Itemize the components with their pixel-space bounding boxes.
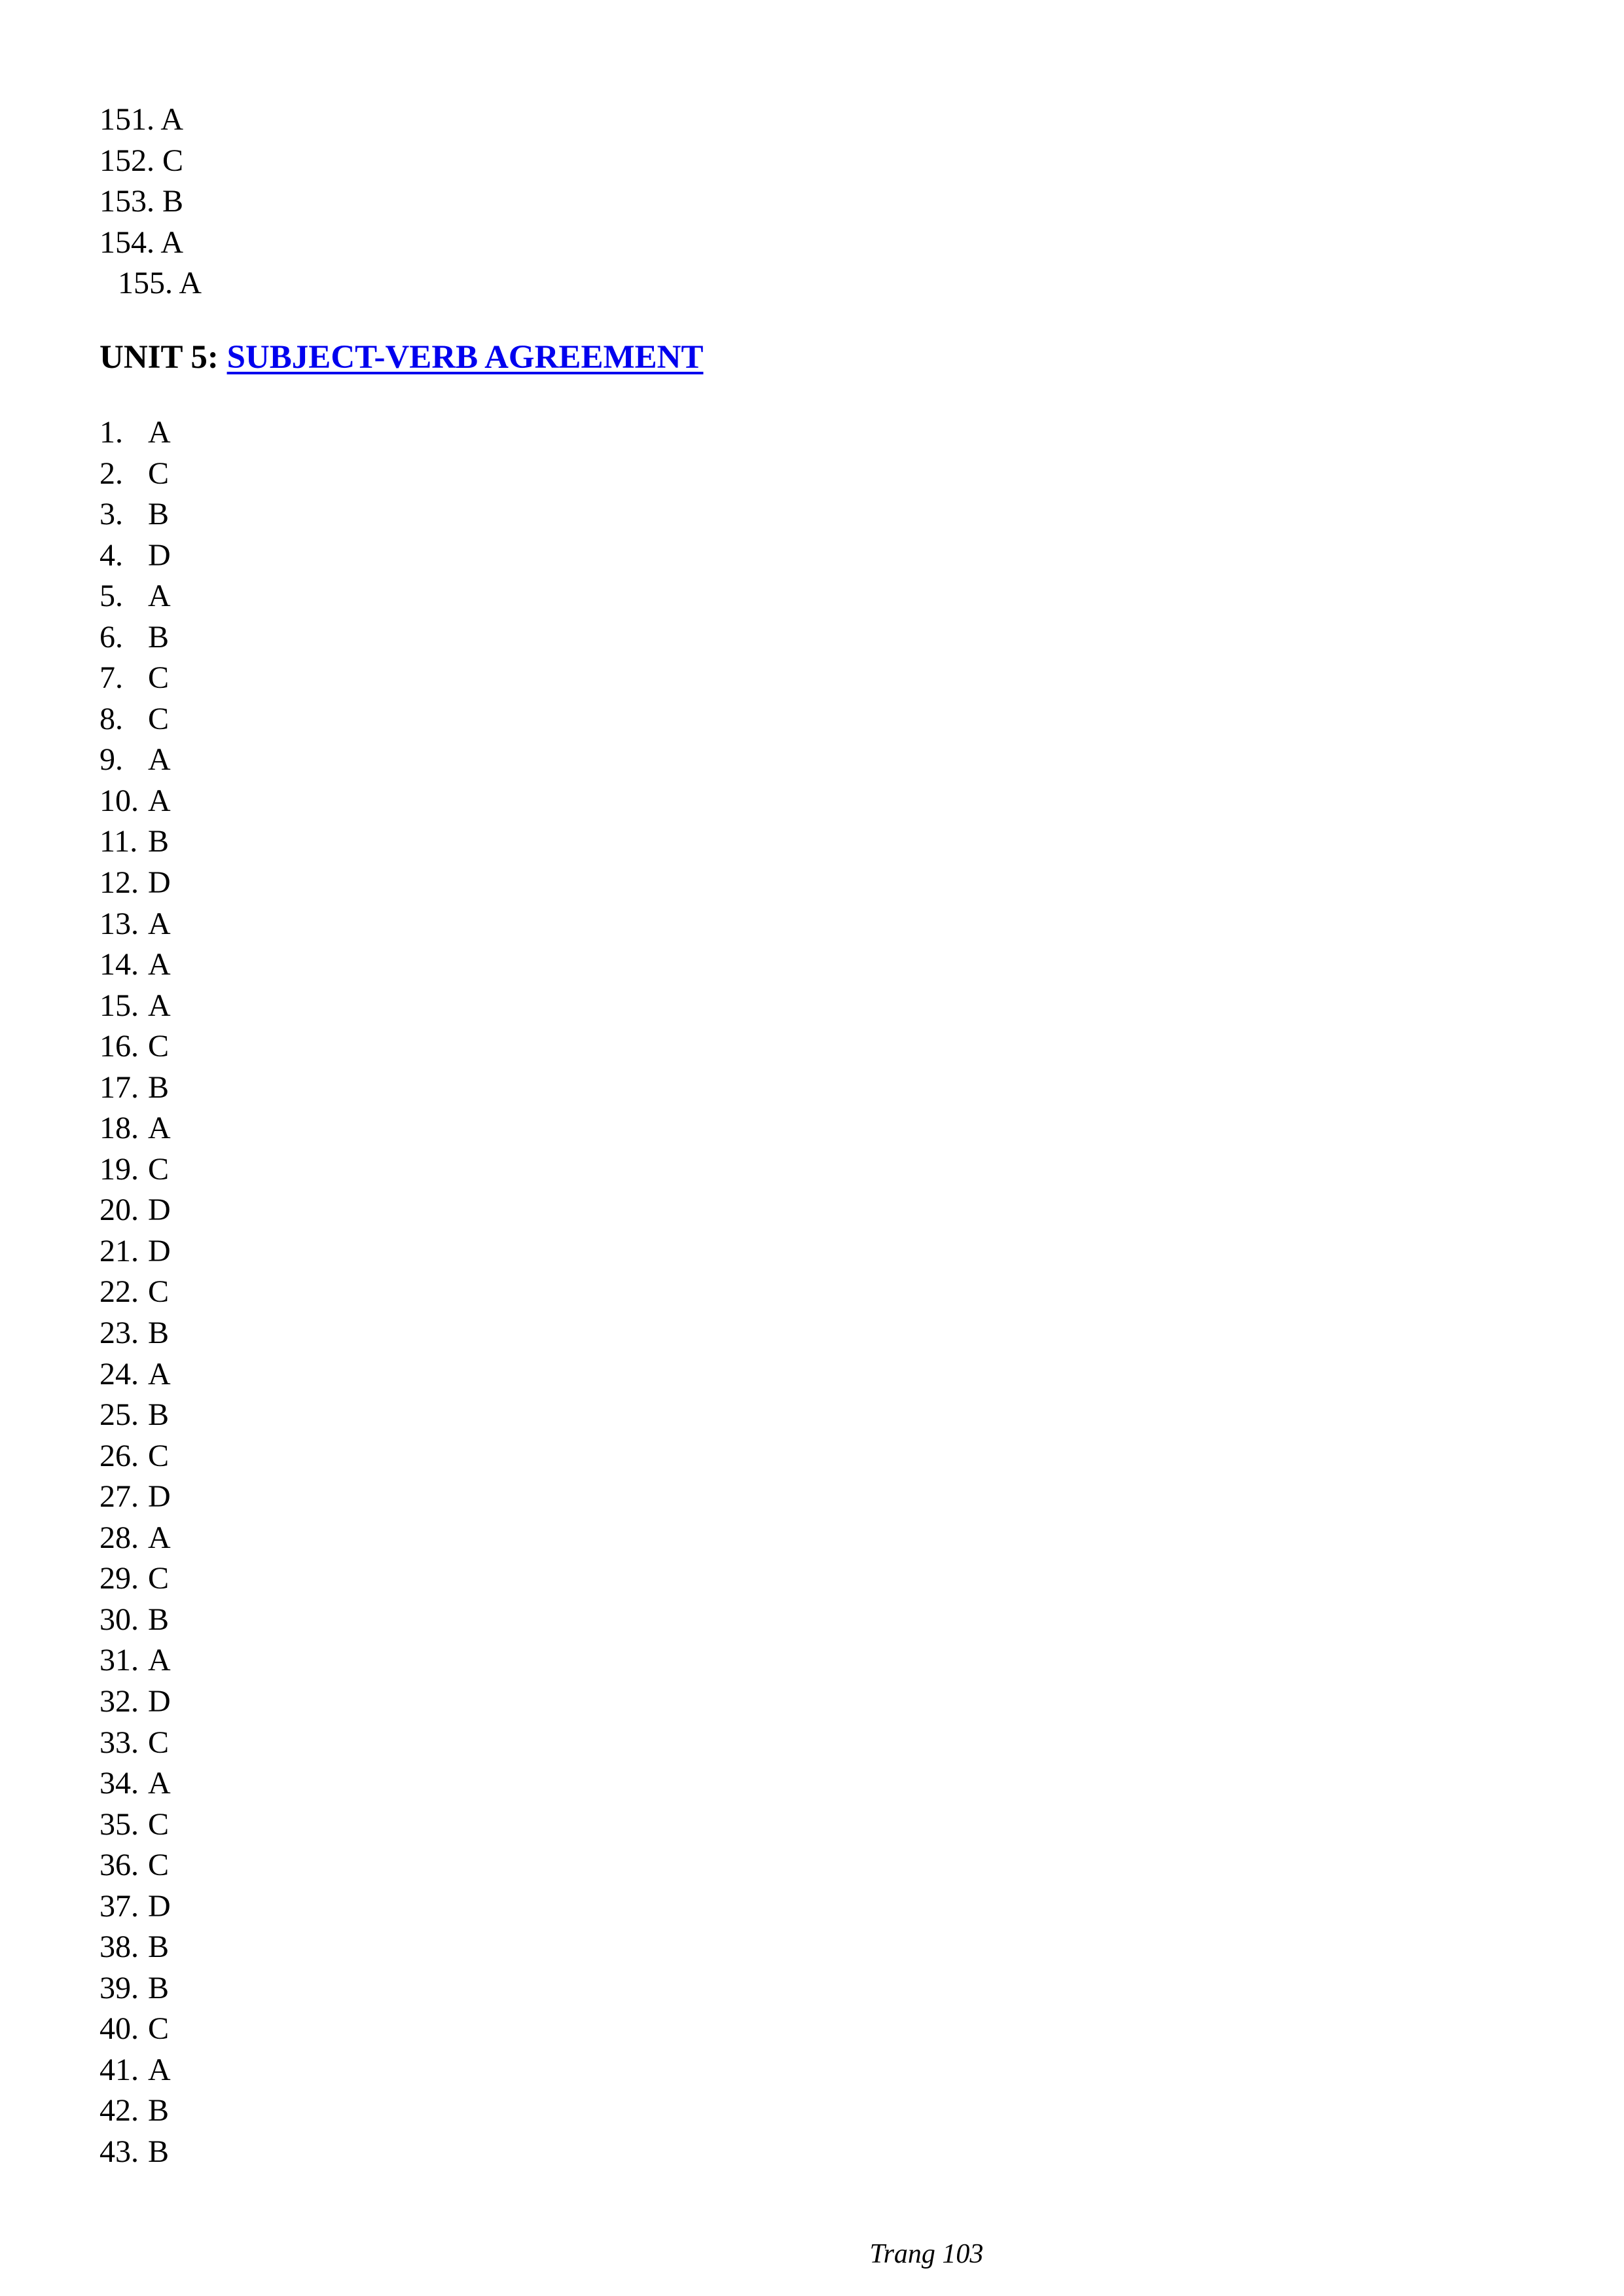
list-item [99,2132,171,2173]
answer-letter: C [148,660,170,696]
answer-letter: C [148,1561,170,1596]
answer-number: 39. [99,1970,139,2005]
answer-number: 24. [99,1356,139,1391]
list-item [99,181,202,223]
answer-number: 43. [99,2134,139,2169]
list-item [99,904,171,945]
answer-letter: C [148,1151,170,1187]
answer-number: 10. [99,783,139,818]
answer-letter: A [148,579,171,614]
list-item [99,1395,171,1436]
answer-letter: B [148,497,170,532]
answer-number: 29. [99,1561,139,1596]
list-item [99,2009,171,2050]
list-item [99,699,171,740]
answer-number: 40. [99,2011,139,2047]
answer-number: 3. [99,497,123,532]
list-item [99,944,171,986]
answer-number: 14. [99,947,139,982]
answer-letter: D [148,1193,171,1228]
list-item [99,1518,171,1559]
answer-number: 31. [99,1643,139,1678]
answer-number: 152. [99,143,154,178]
answer-letter: C [148,1029,170,1064]
answer-number: 25. [99,1397,139,1433]
list-item [99,863,171,904]
list-item [99,223,202,264]
list-item [99,1067,171,1109]
list-item [99,1640,171,1681]
answer-number: 30. [99,1602,139,1637]
list-item [99,658,171,699]
answer-letter: A [148,988,171,1023]
answer-letter: B [148,619,170,655]
unit-heading [99,337,703,378]
list-item [99,1927,171,1968]
answer-number: 153. [99,184,154,219]
answer-number: 22. [99,1274,139,1310]
answer-letter: C [148,1848,170,1883]
page-footer [0,2238,1624,2270]
answer-letter: C [148,1725,170,1760]
list-item [99,1108,171,1149]
answer-letter: A [148,1766,171,1801]
answer-number: 7. [99,660,123,696]
answer-letter: C [148,701,170,736]
answer-number: 20. [99,1193,139,1228]
list-item [99,1354,171,1395]
list-item [99,1804,171,1846]
answer-letter: B [162,184,184,219]
list-item [99,1845,171,1886]
list-item [99,740,171,781]
answer-number: 18. [99,1111,139,1146]
list-item [99,781,171,822]
list-item [99,2050,171,2091]
page-number: Trang 103 [869,2239,984,2269]
answer-letter: A [148,742,171,778]
answer-number: 5. [99,579,123,614]
answer-letter: A [148,1520,171,1555]
answer-number: 35. [99,1806,139,1842]
unit-heading-prefix: UNIT 5: [99,339,227,376]
answer-letter: B [148,1316,170,1351]
answer-letter: B [148,2093,170,2128]
previous-answer-list [99,99,202,304]
answer-letter: A [160,102,184,137]
list-item [99,263,202,304]
list-item [99,1600,171,1641]
answer-number: 11. [99,824,138,859]
list-item [99,1681,171,1723]
answer-letter: B [148,1929,170,1965]
list-item [99,1026,171,1067]
answer-number: 26. [99,1438,139,1473]
answer-number: 36. [99,1848,139,1883]
list-item [99,1149,171,1191]
list-item [99,821,171,863]
answer-letter: C [162,143,184,178]
answer-number: 16. [99,1029,139,1064]
answer-letter: A [148,783,171,818]
list-item [99,1723,171,1764]
answer-number: 1. [99,415,123,450]
answer-letter: D [148,537,171,573]
answer-number: 13. [99,906,139,941]
answer-number: 8. [99,701,123,736]
list-item [99,1763,171,1804]
answer-letter: D [148,865,171,901]
answer-number: 2. [99,456,123,491]
list-item [99,1272,171,1313]
answer-letter: A [179,266,202,300]
answer-number: 28. [99,1520,139,1555]
answer-letter: A [148,1643,171,1678]
answer-number: 41. [99,2052,139,2087]
list-item [99,1313,171,1354]
answer-letter: D [148,1233,171,1268]
list-item [99,1968,171,2009]
list-item [99,454,171,495]
answer-letter: C [148,1806,170,1842]
answer-number: 15. [99,988,139,1023]
answer-letter: A [148,415,171,450]
answer-letter: A [148,947,171,982]
answer-number: 6. [99,619,123,655]
list-item [99,494,171,535]
list-item [99,141,202,182]
answer-letter: D [148,1888,171,1924]
answer-number: 12. [99,865,139,901]
answer-number: 34. [99,1766,139,1801]
answer-number: 17. [99,1069,139,1105]
answer-number: 9. [99,742,123,778]
list-item [99,99,202,141]
answer-letter: B [148,824,170,859]
answer-letter: A [148,1111,171,1146]
list-item [99,1436,171,1477]
answer-letter: B [148,1602,170,1637]
answer-number: 42. [99,2093,139,2128]
list-item [99,535,171,577]
answer-number: 27. [99,1479,139,1515]
list-item [99,1231,171,1272]
answer-letter: C [148,1274,170,1310]
answer-number: 154. [99,224,154,260]
list-item [99,1477,171,1518]
list-item [99,1886,171,1928]
list-item [99,1558,171,1600]
answer-letter: B [148,2134,170,2169]
list-item [99,1190,171,1231]
list-item [99,412,171,454]
list-item [99,986,171,1027]
answer-letter: C [148,2011,170,2047]
answer-letter: A [148,1356,171,1391]
list-item [99,2090,171,2132]
list-item [99,617,171,658]
answer-number: 4. [99,537,123,573]
answer-letter: D [148,1683,171,1719]
answer-letter: C [148,456,170,491]
answer-number: 155. [118,266,173,300]
unit-title-link[interactable]: SUBJECT-VERB AGREEMENT [226,339,704,376]
answer-letter: A [148,2052,171,2087]
answer-number: 151. [99,102,154,137]
answer-number: 23. [99,1316,139,1351]
answer-number: 37. [99,1888,139,1924]
answer-letter: A [148,906,171,941]
answer-number: 21. [99,1233,139,1268]
answer-letter: B [148,1970,170,2005]
answer-number: 19. [99,1151,139,1187]
answer-list [99,412,171,2173]
answer-number: 32. [99,1683,139,1719]
answer-letter: B [148,1069,170,1105]
answer-letter: A [160,224,184,260]
answer-letter: D [148,1479,171,1515]
answer-number: 38. [99,1929,139,1965]
answer-letter: B [148,1397,170,1433]
answer-number: 33. [99,1725,139,1760]
list-item [99,576,171,617]
answer-letter: C [148,1438,170,1473]
